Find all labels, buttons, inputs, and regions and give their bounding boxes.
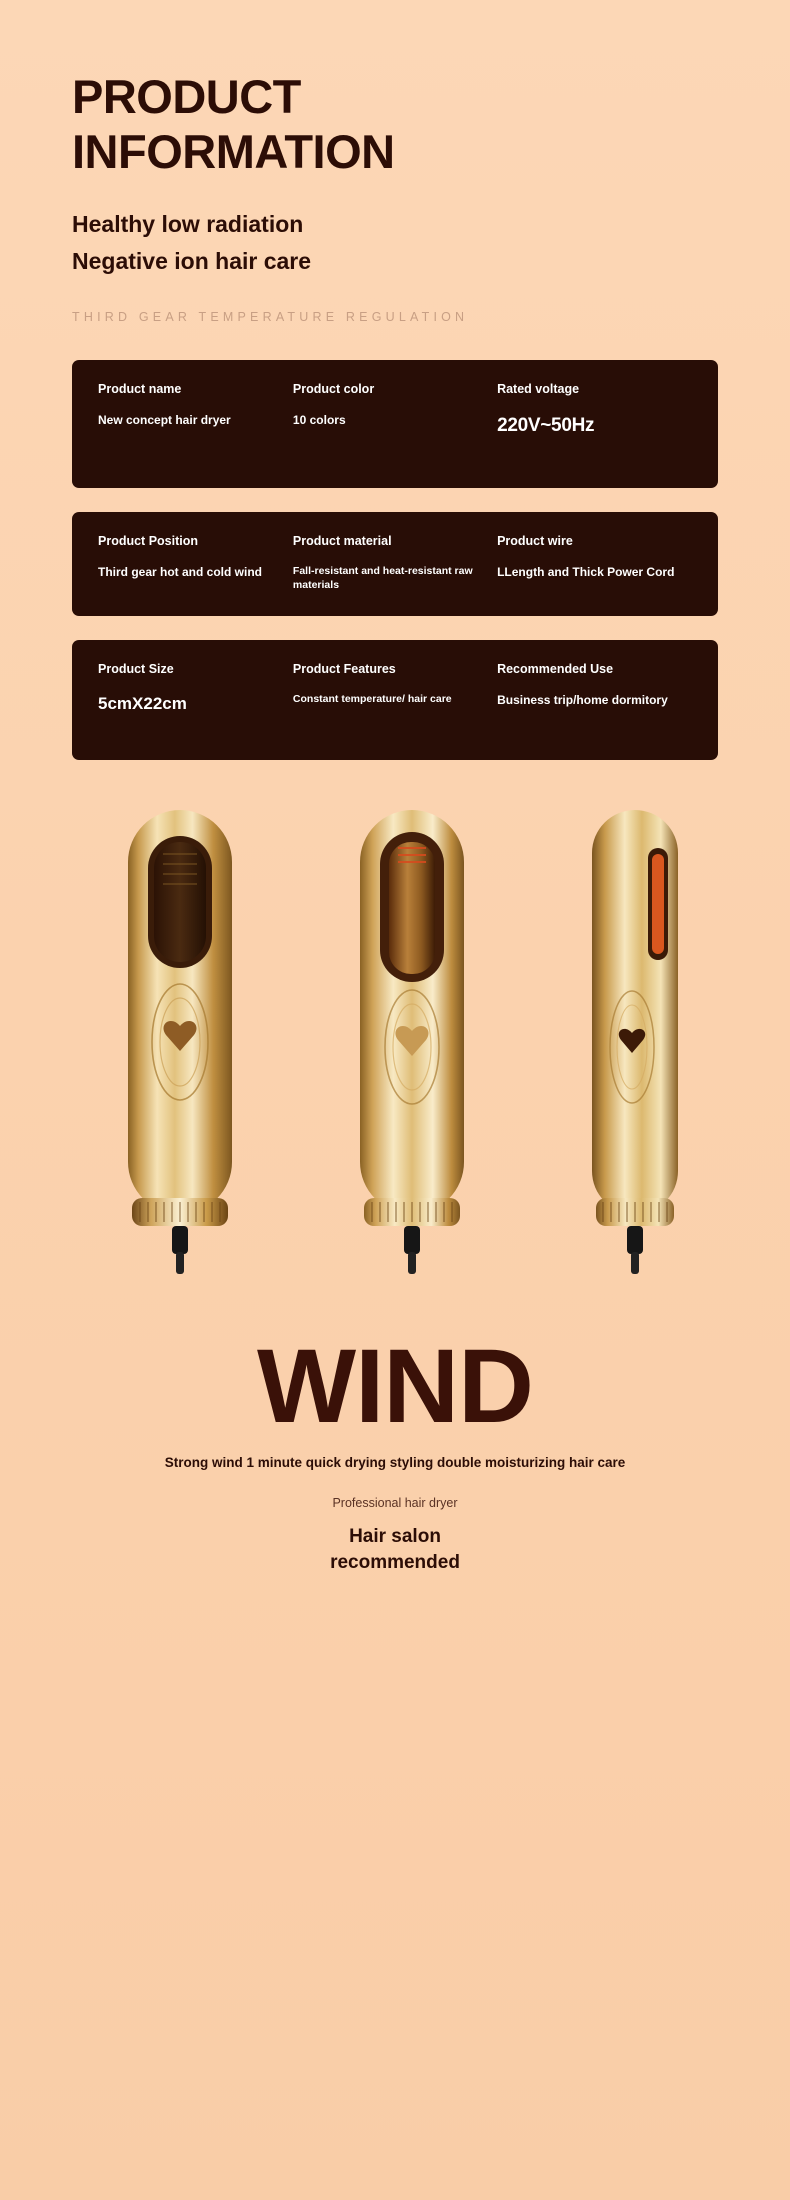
spec-label: Product wire: [497, 534, 573, 549]
spec-label: Product Size: [98, 662, 174, 677]
spec-value: 10 colors: [292, 413, 346, 428]
spec-value: Constant temperature/ hair care: [292, 693, 452, 706]
spec-column: [293, 382, 497, 429]
spec-value: New concept hair dryer: [98, 413, 231, 428]
page-subtitle: [72, 206, 718, 281]
professional-label: Professional hair dryer: [332, 1496, 458, 1511]
spec-column: [293, 662, 497, 707]
spec-column: [497, 382, 692, 438]
page-title: [72, 70, 718, 180]
spec-card: [72, 512, 718, 616]
spec-column: [98, 662, 293, 716]
product-image-heating-element: [342, 802, 502, 1312]
product-image-side: [570, 802, 730, 1312]
spec-value: Third gear hot and cold wind: [98, 565, 262, 580]
product-image-front: [110, 802, 270, 1312]
salon-line-1: Hair salon: [349, 1526, 441, 1548]
spec-value: Business trip/home dormitory: [497, 693, 668, 708]
spec-value: Fall-resistant and heat-resistant raw materials: [292, 565, 473, 592]
spec-card-list: [72, 360, 718, 760]
title-block: [72, 0, 718, 324]
spec-column: [98, 534, 293, 581]
page-title-line-1: PRODUCT: [72, 70, 301, 123]
spec-label: Recommended Use: [497, 662, 614, 677]
page-subtitle-line-1: Healthy low radiation: [72, 210, 304, 237]
wind-heading: WIND: [257, 1328, 533, 1446]
spec-column: [497, 534, 692, 581]
product-image-row: [72, 802, 718, 1322]
spec-label: Product name: [98, 382, 182, 397]
salon-recommendation: [72, 1524, 718, 1575]
spec-column: [98, 382, 293, 429]
page-subtitle-line-2: Negative ion hair care: [72, 248, 312, 275]
spec-column: [497, 662, 692, 709]
salon-line-2: recommended: [330, 1552, 460, 1574]
spec-label: Product color: [292, 382, 375, 397]
spec-label: Product Position: [98, 534, 198, 549]
spec-card: [72, 640, 718, 760]
spec-value: LLength and Thick Power Cord: [497, 565, 675, 580]
page-title-line-2: INFORMATION: [72, 124, 395, 178]
wind-section: [72, 1328, 718, 1575]
spec-label: Product Features: [292, 662, 396, 677]
spec-value: 220V~50Hz: [497, 415, 595, 437]
wind-tagline: Strong wind 1 minute quick drying styling double moisturizing hair care: [164, 1455, 626, 1471]
spec-label: Rated voltage: [497, 382, 580, 397]
spec-card: [72, 360, 718, 488]
spec-value: 5cmX22cm: [98, 694, 187, 714]
eyebrow-text: THIRD GEAR TEMPERATURE REGULATION: [72, 310, 469, 325]
spec-label: Product material: [292, 534, 392, 549]
spec-column: [293, 534, 497, 592]
